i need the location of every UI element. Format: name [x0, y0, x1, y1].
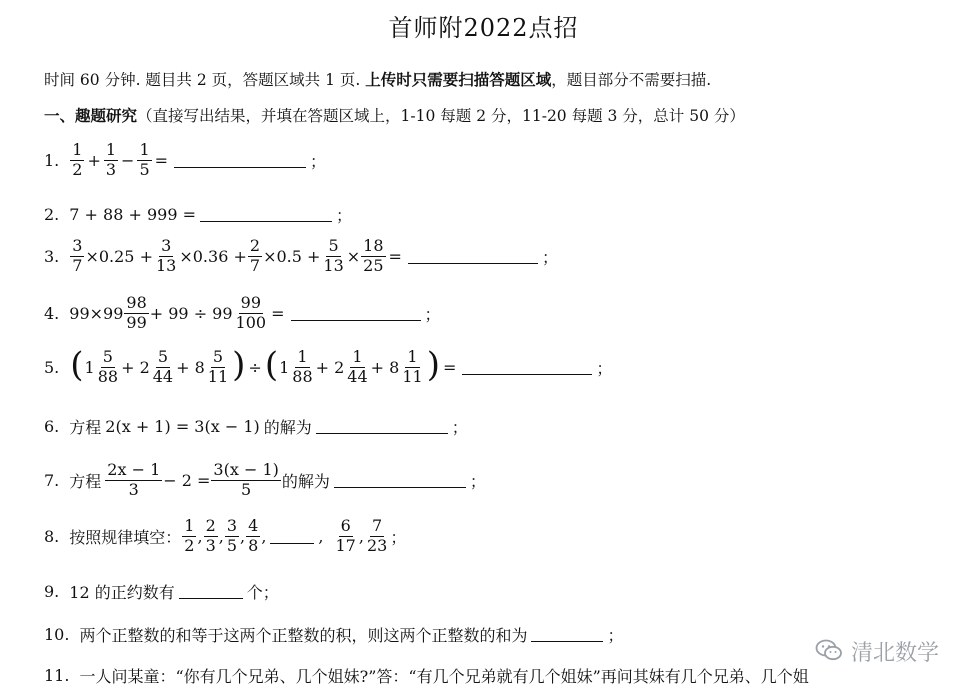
fraction: $\frac{6}{17}$ [335, 516, 356, 555]
fraction: $\frac{18}{25}$ [363, 236, 384, 275]
question-number: 2. [44, 205, 60, 224]
fraction: $\frac{2x - 1}{3}$ [107, 460, 161, 499]
question-2: 2. 7 + 88 + 999 = ； [44, 205, 353, 225]
answer-blank[interactable] [174, 153, 306, 168]
fraction: $\frac{99}{100}$ [235, 293, 267, 332]
instructions-text-2: ，题目部分不需要扫描. [551, 71, 712, 89]
question-number: 6. [44, 417, 60, 436]
question-number: 9. [44, 582, 60, 601]
question-number: 1. [44, 150, 60, 170]
section-heading [44, 104, 745, 126]
fraction: $\frac{3}{13}$ [155, 236, 177, 275]
question-number: 10. [44, 625, 70, 644]
watermark [815, 636, 939, 667]
fraction: $\frac{2}{7}$ [249, 236, 261, 275]
question-number: 4. [44, 303, 60, 323]
fraction: $\frac{7}{23}$ [366, 516, 388, 555]
fraction: $\frac{3}{7}$ [72, 236, 83, 275]
fraction: $\frac{1}{44}$ [347, 347, 368, 386]
section-label: 一、趣题研究 [44, 107, 138, 125]
fraction: $\frac{3}{5}$ [226, 516, 238, 555]
exam-instructions [44, 68, 711, 90]
equation: 2(x + 1) = 3(x − 1) [105, 417, 260, 436]
answer-blank[interactable] [531, 627, 603, 642]
question-9: 9. 12 的正约数有 个； [44, 582, 279, 602]
question-3: 3. $\frac{3}{7}$ ×0.25 + $\frac{3}{13}$ ×0.36 + $\frac{2}{7}$ ×0.5 + $\frac{5}{13}$ × $\frac{18}{25}$ = ； [44, 236, 558, 275]
fraction: $\frac{5}{11}$ [207, 347, 229, 386]
fraction: $\frac{3(x - 1)}{5}$ [213, 460, 279, 499]
answer-blank[interactable] [200, 207, 332, 222]
fraction: $\frac{1}{3}$ [105, 140, 117, 179]
wechat-icon [815, 638, 843, 666]
question-number: 5. [44, 357, 60, 377]
question-number: 7. [44, 470, 60, 490]
watermark-text: 清北数学 [850, 641, 939, 666]
question-number: 8. [44, 526, 60, 546]
answer-blank[interactable] [334, 473, 466, 488]
question-5: 5. ( 1 $\frac{5}{88}$ + 2 $\frac{5}{44}$ + 8 $\frac{5}{11}$ ) ÷ ( 1 $\frac{1}{88}$ + 2 $\frac{1}{44}$ + 8 $\frac{1}{11}$ ) = ； [44, 345, 613, 386]
fraction: $\frac{5}{13}$ [323, 236, 344, 275]
answer-blank[interactable] [291, 306, 421, 321]
answer-blank[interactable] [179, 584, 243, 599]
question-number: 3. [44, 246, 60, 266]
question-1: 1. $\frac{1}{2}$ + $\frac{1}{3}$ − $\frac{1}{5}$ = ； [44, 140, 327, 179]
question-4: 4. 99×99 $\frac{98}{99}$ + 99 ÷ 99 $\frac{99}{100}$ = ； [44, 293, 441, 332]
instructions-text-1: 时间 60 分钟. 题目共 2 页，答题区域共 1 页. [44, 71, 361, 89]
fraction: $\frac{1}{5}$ [139, 140, 150, 179]
fraction: $\frac{5}{88}$ [97, 347, 119, 386]
expression: 7 + 88 + 999 = [69, 205, 196, 224]
instructions-bold: 上传时只需要扫描答题区域 [365, 71, 552, 89]
fraction: $\frac{98}{99}$ [126, 293, 147, 332]
section-note: （直接写出结果，并填在答题区域上，1-10 每题 2 分，11-20 每题 3 分，总计 50 分） [137, 107, 745, 125]
question-10: 10. 两个正整数的和等于这两个正整数的积，则这两个正整数的和为 ； [44, 625, 624, 645]
fraction: $\frac{1}{2}$ [184, 516, 195, 555]
fraction: $\frac{5}{44}$ [152, 347, 174, 386]
answer-blank[interactable] [408, 249, 538, 264]
answer-blank[interactable] [316, 419, 448, 434]
fraction: $\frac{4}{8}$ [248, 516, 259, 555]
question-6: 6. 方程 2(x + 1) = 3(x − 1) 的解为 ； [44, 417, 468, 437]
answer-blank[interactable] [270, 529, 314, 544]
fraction: $\frac{2}{3}$ [205, 516, 216, 555]
question-8: 8. 按照规律填空： $\frac{1}{2}$ , $\frac{2}{3}$ , $\frac{3}{5}$ , $\frac{4}{8}$ , , $\frac{6}{17}$ , $\frac{7}{23}$ ； [44, 516, 407, 555]
fraction: $\frac{1}{11}$ [402, 347, 423, 386]
question-11: 11. 一人问某童：“你有几个兄弟、几个姐妹?”答：“有几个兄弟就有几个姐妹”再问其妹有几个兄弟、几个姐 [44, 666, 809, 686]
fraction: $\frac{1}{2}$ [72, 140, 83, 179]
page-title: 首师附2022点招 [388, 14, 579, 42]
answer-blank[interactable] [462, 360, 592, 375]
fraction: $\frac{1}{88}$ [292, 347, 313, 386]
question-number: 11. [44, 666, 70, 685]
question-7: 7. 方程 $\frac{2x - 1}{3}$ − 2 = $\frac{3(x - 1)}{5}$ 的解为 ； [44, 460, 486, 499]
